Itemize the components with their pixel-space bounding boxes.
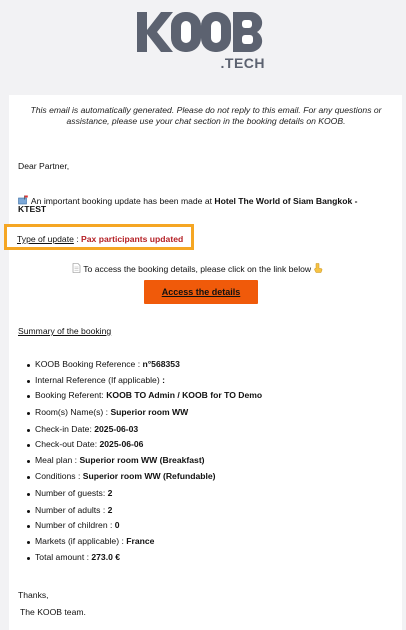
bullet — [27, 364, 30, 367]
bullet — [27, 380, 30, 383]
update-separator: : — [73, 234, 82, 244]
bullet — [27, 541, 30, 544]
update-type-value: Pax participants updated — [81, 234, 184, 244]
list-item-conditions: Conditions : Superior room WW (Refundable) — [35, 471, 216, 481]
signature: The KOOB team. — [20, 607, 86, 617]
email-header — [0, 0, 406, 86]
list-item-meal-plan: Meal plan : Superior room WW (Breakfast) — [35, 455, 205, 465]
page-icon — [72, 263, 81, 276]
list-item-booking-referent: Booking Referent: KOOB TO Admin / KOOB for TO Demo — [35, 390, 263, 400]
list-item-markets: Markets (if applicable) : France — [35, 536, 155, 546]
list-item-number-of-children: Number of children : 0 — [35, 520, 120, 530]
announcement — [18, 195, 357, 208]
bullet — [27, 510, 30, 513]
closing: Thanks, — [18, 590, 49, 600]
bullet — [27, 557, 30, 560]
logo-tech-text: .TECH — [220, 55, 265, 71]
list-item-internal-reference: Internal Reference (If applicable) : — [35, 375, 165, 385]
update-type-line — [17, 234, 183, 244]
email-body — [9, 95, 402, 630]
list-item-number-of-adults: Number of adults : 2 — [35, 505, 113, 515]
list-item-total-amount: Total amount : 273.0 € — [35, 552, 121, 562]
bullet — [27, 476, 30, 479]
list-item-room-names: Room(s) Name(s) : Superior room WW — [35, 407, 189, 417]
list-item-booking-reference: KOOB Booking Reference : n°568353 — [35, 359, 180, 369]
list-item-number-of-guests: Number of guests: 2 — [35, 488, 113, 498]
access-text: To access the booking details, please click on the link below — [83, 264, 312, 274]
bullet — [27, 395, 30, 398]
auto-generated-notice: This email is automatically generated. Please do not reply to this email. For any questions or assistance, please use your chat section in the booking details on KOOB. — [30, 105, 382, 126]
bullet — [27, 444, 30, 447]
greeting: Dear Partner, — [18, 161, 70, 171]
koob-logo — [137, 8, 271, 71]
announcement-text: An important booking update has been made at — [30, 196, 215, 206]
list-item-check-in: Check-in Date: 2025-06-03 — [35, 424, 139, 434]
hotel-name-line1: Hotel The World of Siam Bangkok - — [214, 196, 358, 206]
summary-title: Summary of the booking — [18, 326, 112, 336]
bullet — [27, 429, 30, 432]
hotel-name-line2: KTEST — [18, 204, 47, 214]
access-details-button[interactable]: Access the details — [144, 280, 258, 304]
bullet — [27, 412, 30, 415]
pointing-down-hand-icon — [314, 263, 323, 276]
access-line — [72, 263, 323, 276]
bullet — [27, 493, 30, 496]
update-type-label: Type of update — [17, 234, 74, 244]
list-item-check-out: Check-out Date: 2025-06-06 — [35, 439, 144, 449]
bullet — [27, 460, 30, 463]
bullet — [27, 525, 30, 528]
koob-logo-mark — [137, 8, 271, 56]
